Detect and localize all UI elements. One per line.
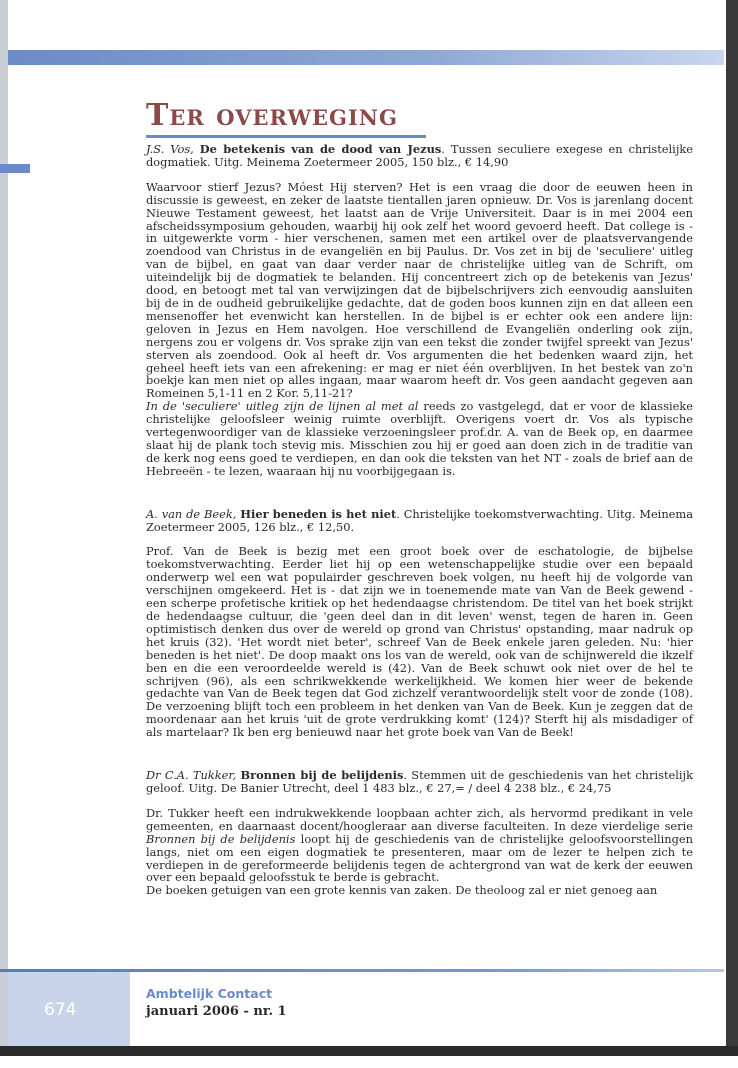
book-details: . Tussen seculiere exegese en christelijke dogmatiek. Uitg. Meinema Zoetermeer 2005, 150 blz., € 14,90 — [146, 142, 693, 169]
left-margin-strip — [0, 0, 8, 1050]
book-author: J.S. Vos, — [146, 142, 194, 156]
section-tab-marker — [0, 164, 30, 173]
review-paragraph — [146, 807, 693, 884]
review-paragraph: De boeken getuigen van een grote kennis van zaken. De theoloog zal er niet genoeg aan — [146, 883, 658, 898]
italic-series-title: Bronnen bij de belijdenis — [146, 831, 296, 846]
book-author: Dr C.A. Tukker, — [146, 768, 237, 783]
review-van-de-beek — [146, 508, 693, 739]
italic-phrase: In de 'seculiere' uitleg zijn de lijnen al met al — [146, 399, 419, 414]
page-edge-right — [726, 0, 738, 1056]
bibliographic-entry — [146, 143, 693, 169]
review-paragraph: Prof. Van de Beek is bezig met een groot boek over de eschatologie, de bijbelse toekomstverwachting. Eerder liet hij op een wetenschappelijke studie over een bepaald onderwerp wel een wat populairder geschreven boek volgen, nu heeft hij de volgorde van verschijnen omgekeerd. Het is - dat zijn we in toenemende mate van Van de Beek gewend - een scherpe profetische kritiek op het hedendaagse christendom. De titel van het boek strijkt de hedendaagse cultuur, die 'geen deel dan in dit leven' wenst, tegen de haren in. Geen optimistisch denken dus over de wereld op grond van Christus' opstanding, maar nadruk op het kruis (32). 'Het wordt niet beter', schreef Van de Beek enkele jaren geleden. Nu: 'hier beneden is het niet'. De doop maakt ons los van de wereld, ook van de schijnwereld die ikzelf ben en die een veroordeelde wereld is (42). Van de Beek schuwt ook niet over de hel te schrijven (96), als een schrikwekkende werkelijkheid. We komen hier weer de bekende gedachte van Van de Beek tegen dat God zichzelf verantwoordelijk stelt voor de zonde (108). De verzoening blijft toch een probleem in het denken van Van de Beek. Kun je zeggen dat de moordenaar aan het kruis 'uit de grote verdrukking komt' (124)? Sterft hij als misdadiger of als martelaar? Ik ben erg benieuwd naar het grote boek van Van de Beek! — [146, 544, 693, 740]
book-details: . Stemmen uit de geschiedenis van het christelijk geloof. Uitg. De Banier Utrecht, deel 1 483 blz., € 27,= / deel 4 238 blz., € 24,75 — [146, 768, 693, 795]
book-title: Bronnen bij de belijdenis — [240, 768, 404, 783]
book-title: De betekenis van de dood van Jezus — [199, 142, 442, 156]
top-color-band — [8, 50, 724, 65]
paragraph-text: loopt hij de geschiedenis van de christelijke geloofsvoorstellingen langs, niet om een eigen dogmatiek te presenteren, maar om de lezer te helpen zich te verdiepen in de gereformeerde belijdenis tegen de achtergrond van wat de kerk der eeuwen over een bepaald geloofsstuk te berde is gebracht. — [146, 831, 693, 885]
review-vos — [146, 143, 693, 478]
book-title: Hier beneden is het niet — [240, 506, 397, 521]
page-edge-bottom — [0, 1046, 738, 1056]
review-column — [146, 143, 693, 897]
review-tukker — [146, 769, 693, 897]
bibliographic-entry — [146, 508, 693, 534]
journal-name: Ambtelijk Contact — [146, 986, 273, 1001]
book-details: . Christelijke toekomstverwachting. Uitg. Meinema Zoetermeer 2005, 126 blz., € 12,50. — [146, 506, 693, 534]
bibliographic-entry — [146, 769, 693, 795]
review-paragraph — [146, 400, 693, 477]
section-title: Ter overweging — [146, 98, 398, 133]
issue-info: januari 2006 - nr. 1 — [146, 1004, 287, 1019]
paragraph-text: reeds zo vastgelegd, dat er voor de klassieke christelijke geloofsleer weinig ruimte overblijft. Overigens voert dr. Vos als typische vertegenwoordiger van de klassieke verzoeningsleer prof.dr. A. van de Beek op, en daarmee slaat hij de plank toch stevig mis. Misschien zou hij er goed aan doen zich in de traditie van de kerk nog eens goed te verdiepen, en dan ook die teksten van het NT - zoals de brief aan de Hebreeën - te lezen, waaraan hij nu voorbijgegaan is. — [146, 399, 694, 478]
book-author: A. van de Beek, — [146, 506, 237, 521]
page-number: 674 — [44, 1000, 77, 1020]
paragraph-text: Dr. Tukker heeft een indrukwekkende loopbaan achter zich, als hervormd predikant in vele gemeenten, en daarnaast docent/hoogleraar aan diverse faculteiten. In deze vierdelige serie — [146, 805, 693, 833]
title-underline — [146, 135, 426, 138]
review-paragraph: Waarvoor stierf Jezus? Móest Hij sterven? Het is een vraag die door de eeuwen heen in discussie is geweest, en zeker de laatste tientallen jaren opnieuw. Dr. Vos is jarenlang docent Nieuwe Testament geweest, het laatst aan de Vrije Universiteit. Daar is in mei 2004 een afscheidssymposium gehouden, waarbij hij ook zelf het woord gevoerd heeft. Dat college is - in uitgewerkte vorm - hier verschenen, samen met een artikel over de plaatsvervangende zoendood van Christus in de evangeliën en bij Paulus. Dr. Vos zet in bij de 'seculiere' uitleg van de bijbel, en gaat van daar verder naar de christelijke uitleg van de Schrift, om uiteindelijk bij de dogmatiek te belanden. Hij concentreert zich op de betekenis van Jezus' dood, en betoogt met tal van verwijzingen dat de bijbelschrijvers zich eenvoudig aansluiten bij de in de oudheid gebruikelijke gedachte, dat de goden boos kunnen zijn en dat alleen een mensenoffer het evenwicht kan herstellen. In de bijbel is er echter ook een andere lijn: geloven in Jezus en Hem navolgen. Hoe verschillend de Evangeliën onderling ook zijn, nergens zou er volgens dr. Vos sprake zijn van een tekst die zonder twijfel spreekt van Jezus' sterven als zoendood. Ook al heeft dr. Vos argumenten die het bedenken waard zijn, het geheel heeft iets van een afrekening: er mag er niet één overblijven. In het bestek van zo'n boekje kan men niet op alles ingaan, maar waarom heeft dr. Vos geen aandacht gegeven aan Romeinen 5,1-11 en 2 Kor. 5,11-21? — [146, 179, 693, 401]
